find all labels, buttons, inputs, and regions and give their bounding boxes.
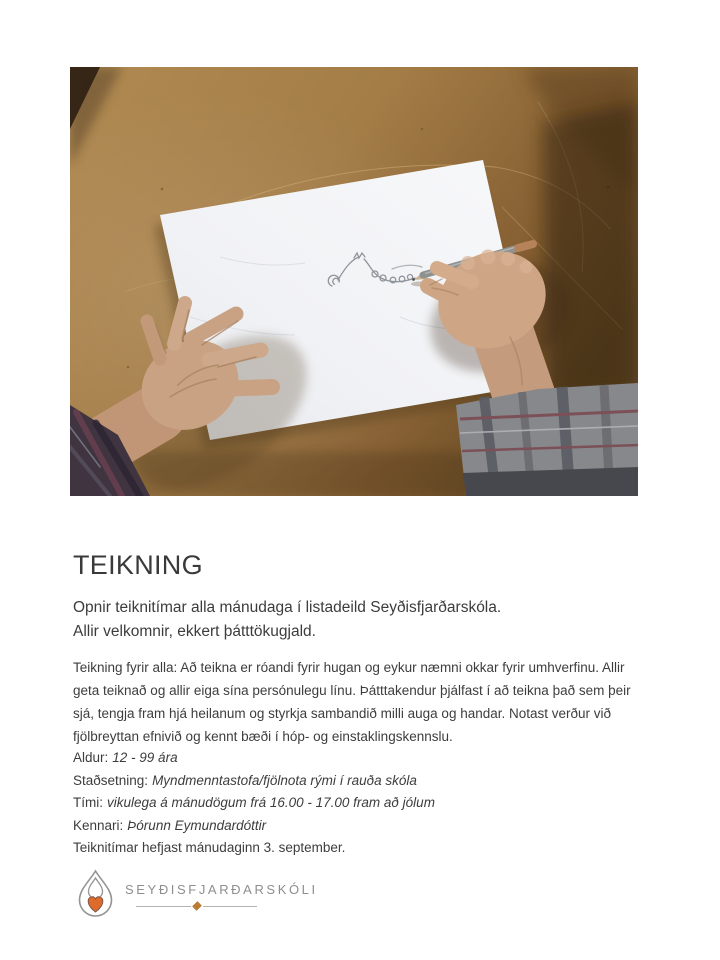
logo-wordmark (125, 882, 318, 909)
description-paragraph: Teikning fyrir alla: Að teikna er róandi fyrir hugan og eykur næmni okkar fyrir umhverfinu. Allir geta teiknað og allir eiga sína persónulegu línu. Þátttakendur þjálfast í að teikna það sem þeir sjá, tengja fram hjá heilanum og styrkja sambandið milli auga og handar. Notast verður við fjölbreyttan efnivið og kennt bæði í hóp- og einstaklingskennslu. (73, 660, 631, 744)
detail-value: Þórunn Eymundardóttir (127, 818, 267, 834)
detail-row-time (73, 792, 435, 815)
intro-text (73, 596, 501, 644)
rule-line-right (203, 906, 258, 907)
detail-label: Staðsetning: (73, 772, 149, 788)
rule-line-left (136, 906, 191, 907)
detail-label: Aldur: (73, 750, 109, 765)
school-logo (77, 869, 318, 919)
right-shirt-sleeve (456, 383, 638, 496)
detail-label: Kennari: (73, 818, 124, 834)
detail-label: Tími: (73, 795, 103, 811)
hands-drawing-illustration (70, 67, 638, 496)
shadow-right-column (542, 102, 638, 402)
intro-line-2: Allir velkomnir, ekkert þátttökugjald. (73, 623, 316, 640)
detail-row-age (73, 747, 435, 770)
logo-rule (136, 903, 257, 909)
school-logo-drop-icon (77, 869, 114, 919)
detail-value: vikulega á mánudögum frá 16.00 - 17.00 fram að jólum (107, 795, 435, 811)
page-title: TEIKNING (73, 550, 203, 580)
details-list (73, 747, 435, 838)
closing-line: Teiknitímar hefjast mánudaginn 3. september. (73, 840, 346, 855)
detail-row-teacher (73, 815, 435, 838)
intro-line-1: Opnir teiknitímar alla mánudaga í listadeild Seyðisfjarðarskóla. (73, 599, 502, 616)
diamond-icon (192, 901, 202, 911)
hero-photo (70, 67, 638, 496)
detail-value: Myndmenntastofa/fjölnota rými í rauða skóla (152, 772, 417, 788)
detail-value: 12 - 99 ára (112, 750, 178, 765)
detail-row-location (73, 770, 435, 793)
logo-name: SEYÐISFJARÐARSKÓLI (125, 882, 318, 897)
